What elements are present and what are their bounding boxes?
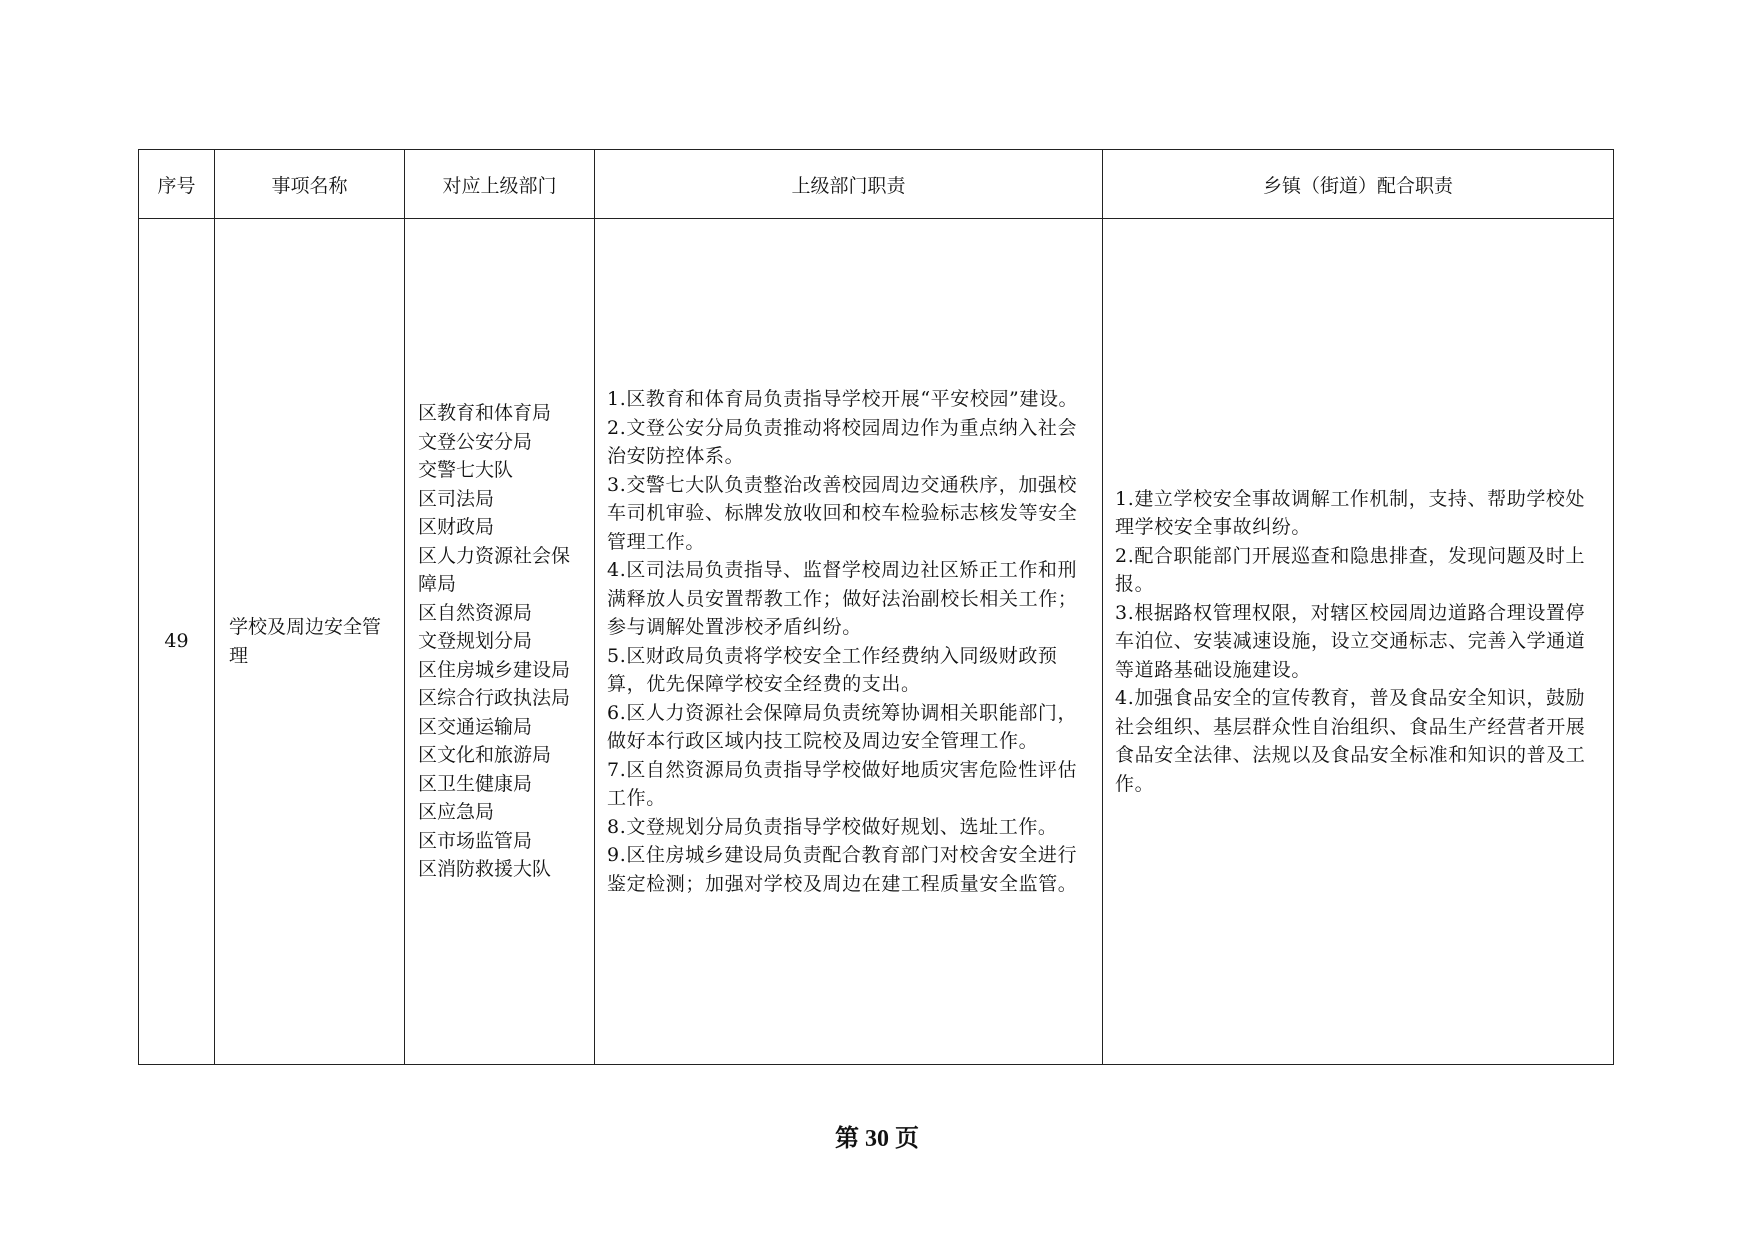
dept-item: 区人力资源社会保障局 — [418, 544, 571, 596]
header-dept: 对应上级部门 — [405, 150, 595, 219]
dept-item: 区消防救援大队 — [418, 858, 552, 881]
cell-item-name: 学校及周边安全管理 — [215, 219, 405, 1065]
duty-item: 9.区住房城乡建设局负责配合教育部门对校舍安全进行鉴定检测；加强对学校及周边在建工程质量安全监管。 — [607, 844, 1078, 895]
duty-item: 7.区自然资源局负责指导学校做好地质灾害危险性评估工作。 — [607, 758, 1078, 809]
dept-item: 交警七大队 — [418, 459, 514, 482]
duty-item: 5.区财政局负责将学校安全工作经费纳入同级财政预算，优先保障学校安全经费的支出。 — [607, 644, 1058, 695]
header-item-name: 事项名称 — [215, 150, 405, 219]
dept-item: 区文化和旅游局 — [418, 744, 552, 767]
duty-item: 4.区司法局负责指导、监督学校周边社区矫正工作和刑满释放人员安置帮教工作；做好法治副校长相关工作；参与调解处置涉校矛盾纠纷。 — [607, 559, 1078, 638]
dept-item: 区卫生健康局 — [418, 772, 533, 795]
header-town-duty: 乡镇（街道）配合职责 — [1103, 150, 1614, 219]
table-header-row — [139, 150, 1614, 219]
header-duty: 上级部门职责 — [595, 150, 1103, 219]
dept-item: 文登规划分局 — [418, 630, 533, 653]
town-duty-item: 4.加强食品安全的宣传教育，普及食品安全知识，鼓励社会组织、基层群众性自治组织、食品生产经营者开展食品安全法律、法规以及食品安全标准和知识的普及工作。 — [1115, 687, 1586, 795]
dept-item: 区市场监管局 — [418, 829, 533, 852]
dept-item: 区综合行政执法局 — [418, 687, 571, 710]
duty-item: 2.文登公安分局负责推动将校园周边作为重点纳入社会治安防控体系。 — [607, 416, 1078, 467]
dept-item: 区住房城乡建设局 — [418, 658, 571, 681]
page-footer — [0, 1118, 1754, 1153]
duty-item: 3.交警七大队负责整治改善校园周边交通秩序，加强校车司机审验、标牌发放收回和校车检验标志核发等安全管理工作。 — [607, 473, 1078, 553]
dept-item: 区交通运输局 — [418, 715, 533, 738]
cell-duties — [595, 219, 1103, 1065]
page-number: 第 30 页 — [835, 1126, 919, 1152]
cell-departments — [405, 219, 595, 1065]
cell-town-duties — [1103, 219, 1614, 1065]
dept-item: 文登公安分局 — [418, 430, 533, 453]
duty-table — [138, 149, 1614, 1065]
table-row — [139, 219, 1614, 1065]
header-seq: 序号 — [139, 150, 215, 219]
duty-item: 1.区教育和体育局负责指导学校开展“平安校园”建设。 — [607, 388, 1079, 410]
town-duty-item: 1.建立学校安全事故调解工作机制，支持、帮助学校处理学校安全事故纠纷。 — [1115, 487, 1586, 539]
dept-item: 区教育和体育局 — [418, 402, 552, 425]
dept-item: 区财政局 — [418, 516, 495, 539]
duty-item: 8.文登规划分局负责指导学校做好规划、选址工作。 — [607, 815, 1058, 838]
town-duty-item: 3.根据路权管理权限，对辖区校园周边道路合理设置停车泊位、安装减速设施，设立交通标志、完善入学通道等道路基础设施建设。 — [1115, 601, 1586, 681]
duty-item: 6.区人力资源社会保障局负责统筹协调相关职能部门，做好本行政区域内技工院校及周边安全管理工作。 — [607, 701, 1078, 752]
dept-item: 区自然资源局 — [418, 601, 533, 624]
dept-item: 区应急局 — [418, 801, 495, 824]
town-duty-item: 2.配合职能部门开展巡查和隐患排查，发现问题及时上报。 — [1115, 544, 1586, 596]
cell-seq: 49 — [139, 219, 215, 1065]
dept-item: 区司法局 — [418, 487, 495, 510]
